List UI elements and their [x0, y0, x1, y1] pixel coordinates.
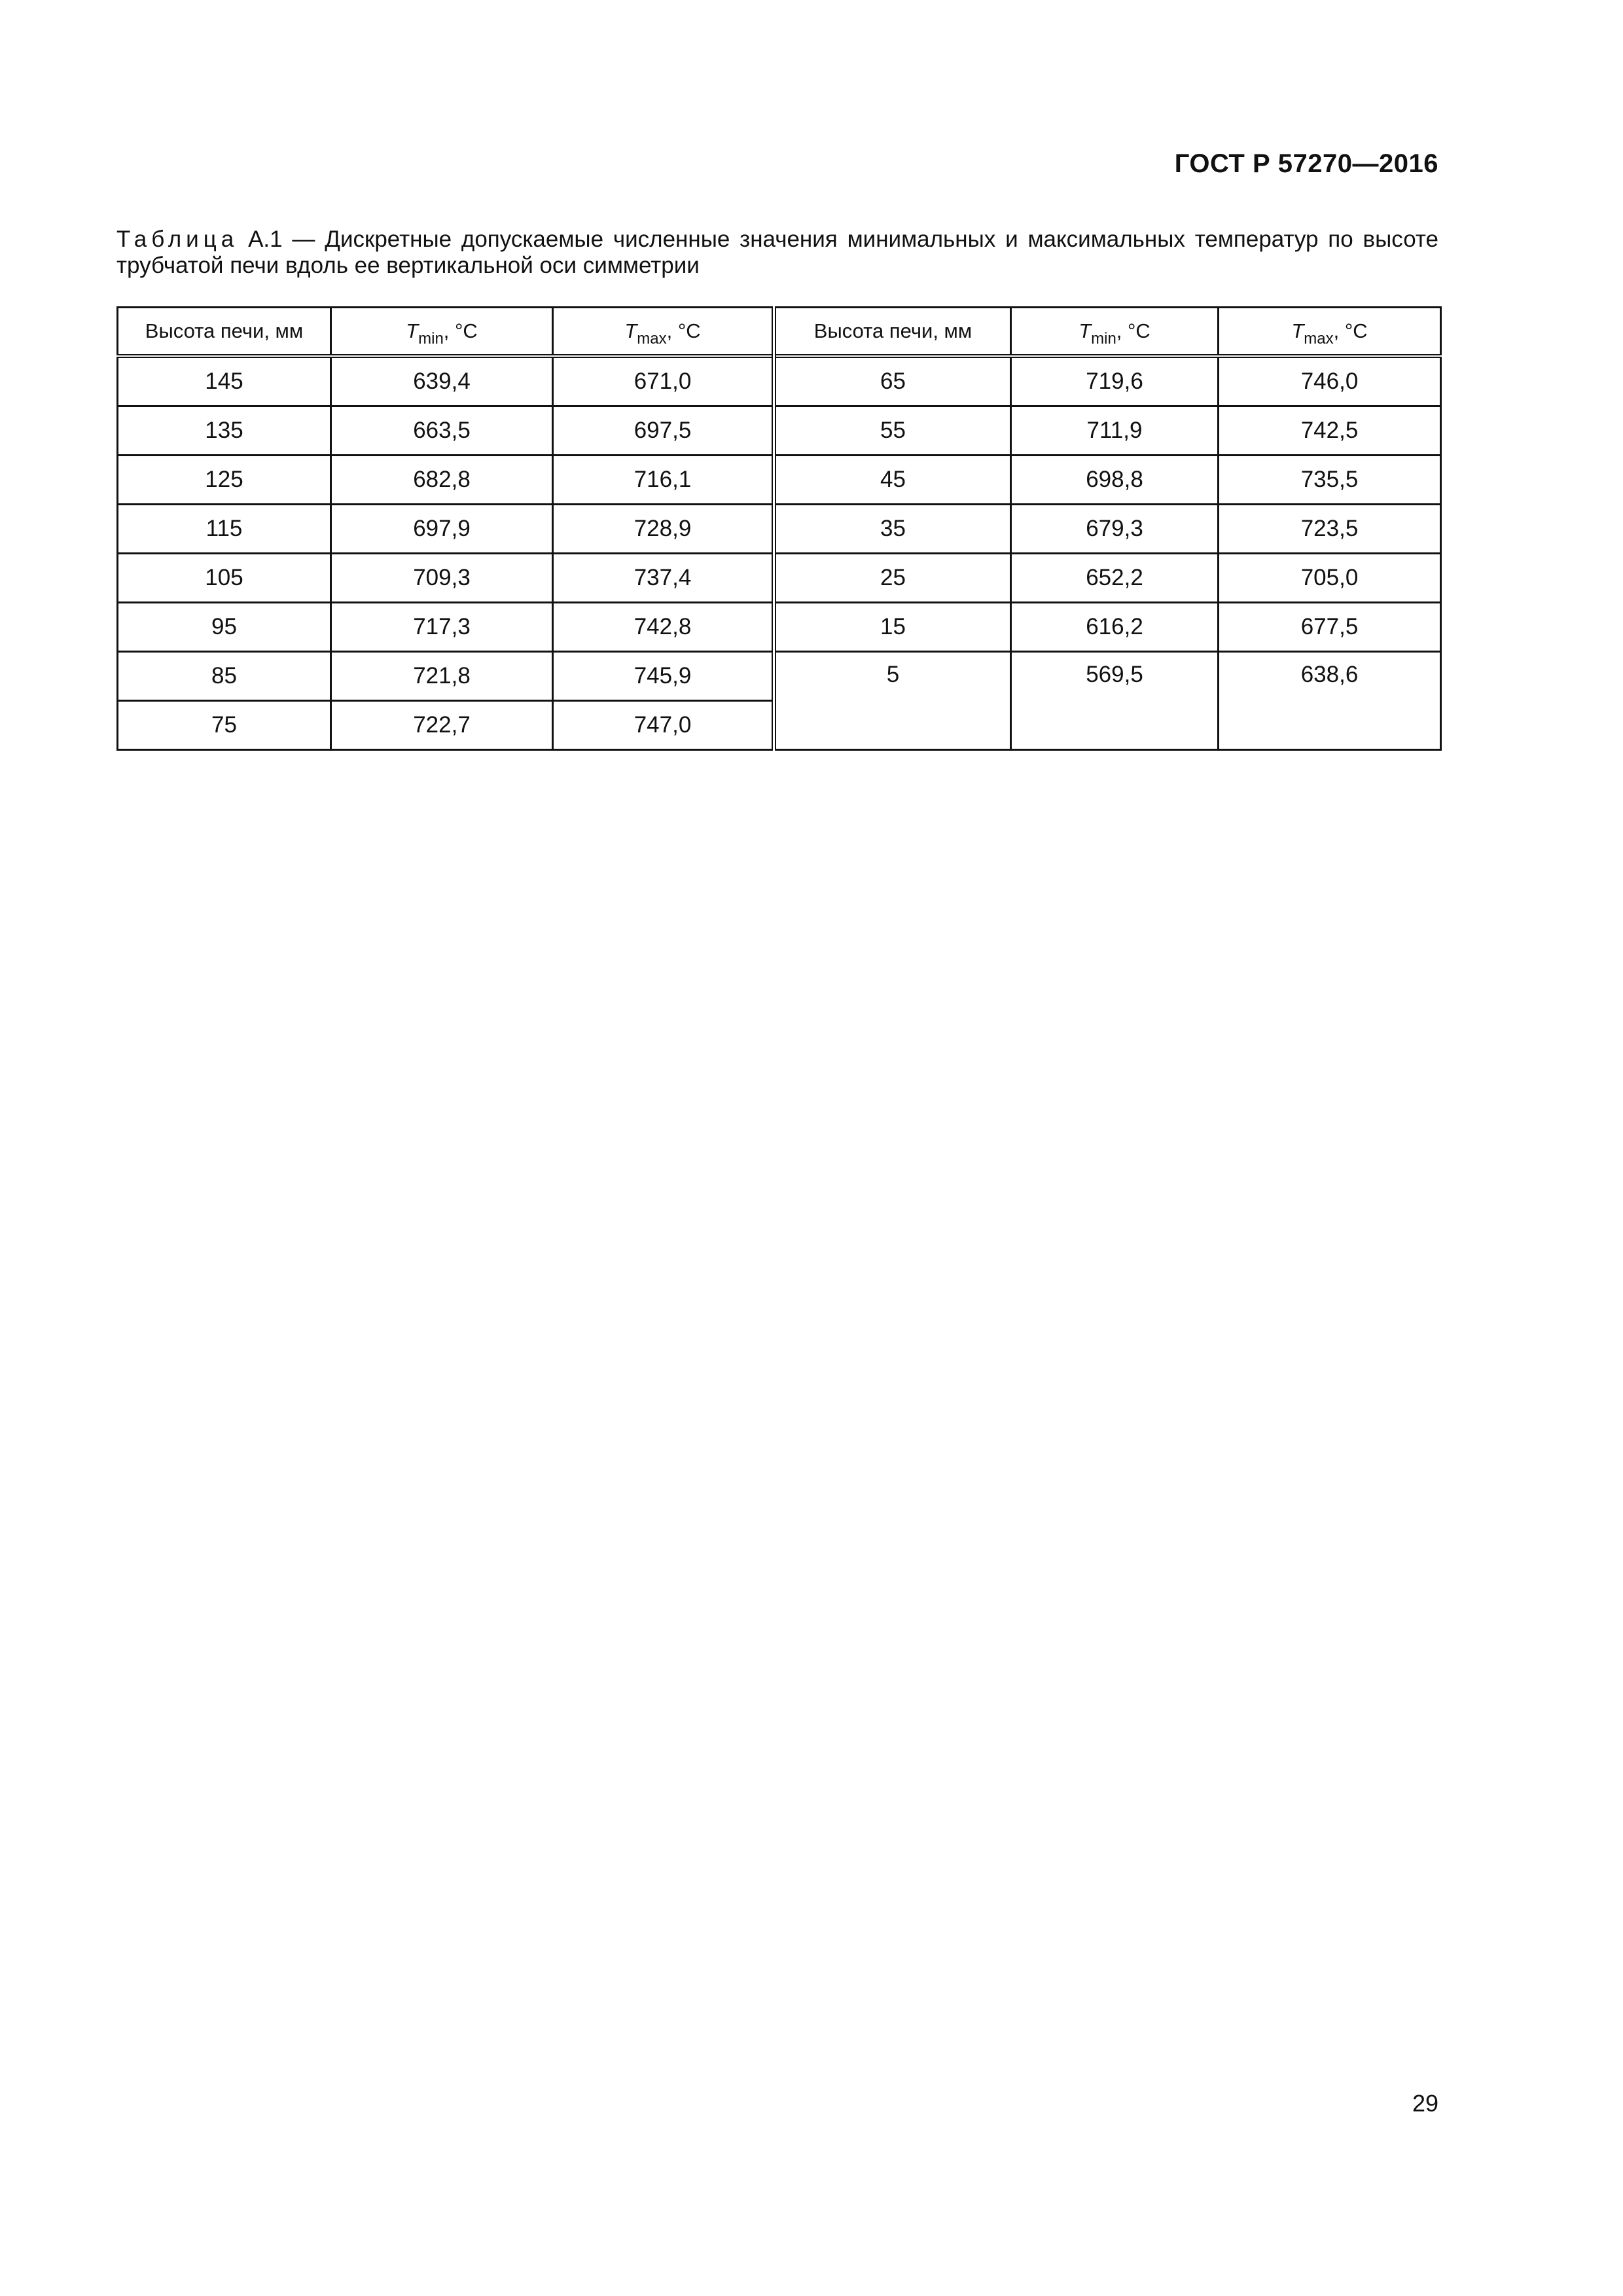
cell-tmin: 717,3 [331, 603, 553, 652]
col-header-tmin-right: $T_{min}$, °C [1011, 308, 1219, 357]
cell-tmax: 742,8 [553, 603, 774, 652]
table-row [118, 456, 1441, 505]
table-row [118, 603, 1441, 652]
cell-tmin: 616,2 [1011, 603, 1219, 652]
cell-tmax: 747,0 [553, 701, 774, 750]
cell-tmax: 735,5 [1219, 456, 1441, 505]
col-header-tmax-right: $T_{max}$, °C [1219, 308, 1441, 357]
col-header-height-right: Высота печи, мм [774, 308, 1011, 357]
cell-height: 75 [118, 701, 331, 750]
cell-tmax: 742,5 [1219, 406, 1441, 456]
cell-tmin: 639,4 [331, 356, 553, 406]
cell-height: 95 [118, 603, 331, 652]
cell-tmin: 663,5 [331, 406, 553, 456]
cell-height: 5 [774, 652, 1011, 750]
cell-tmax: 638,6 [1219, 652, 1441, 750]
cell-tmin: 709,3 [331, 554, 553, 603]
temperature-table [116, 306, 1442, 751]
cell-tmin: 719,6 [1011, 356, 1219, 406]
cell-height: 125 [118, 456, 331, 505]
table-row [118, 554, 1441, 603]
temperature-table-wrapper [116, 306, 1440, 751]
cell-tmax: 723,5 [1219, 505, 1441, 554]
cell-tmin: 679,3 [1011, 505, 1219, 554]
cell-tmin: 682,8 [331, 456, 553, 505]
cell-tmin: 722,7 [331, 701, 553, 750]
cell-height: 15 [774, 603, 1011, 652]
cell-height: 65 [774, 356, 1011, 406]
cell-tmax: 671,0 [553, 356, 774, 406]
table-caption [116, 226, 1438, 279]
document-code: ГОСТ Р 57270—2016 [1174, 149, 1438, 178]
cell-height: 35 [774, 505, 1011, 554]
cell-height: 145 [118, 356, 331, 406]
cell-tmax: 697,5 [553, 406, 774, 456]
col-header-height-left: Высота печи, мм [118, 308, 331, 357]
cell-height: 135 [118, 406, 331, 456]
cell-tmin: 652,2 [1011, 554, 1219, 603]
cell-height: 115 [118, 505, 331, 554]
table-caption-label: Таблица [116, 226, 239, 252]
cell-tmax: 705,0 [1219, 554, 1441, 603]
cell-tmin: 711,9 [1011, 406, 1219, 456]
table-row [118, 652, 1441, 701]
cell-tmax: 746,0 [1219, 356, 1441, 406]
cell-height: 45 [774, 456, 1011, 505]
table-caption-text: А.1 — Дискретные допускаемые численные значения минимальных и максимальных температур по высоте трубчатой печи вдоль ее вертикальной оси симметрии [116, 226, 1438, 278]
table-row [118, 406, 1441, 456]
table-header-row [118, 308, 1441, 357]
col-header-tmin-left: $T_{min}$, °C [331, 308, 553, 357]
col-header-tmax-left: $T_{max}$, °C [553, 308, 774, 357]
cell-tmax: 728,9 [553, 505, 774, 554]
table-row [118, 356, 1441, 406]
page-number: 29 [1412, 2090, 1438, 2117]
cell-tmin: 721,8 [331, 652, 553, 701]
cell-tmax: 677,5 [1219, 603, 1441, 652]
cell-height: 105 [118, 554, 331, 603]
cell-tmin: 569,5 [1011, 652, 1219, 750]
cell-height: 25 [774, 554, 1011, 603]
table-row [118, 505, 1441, 554]
cell-tmax: 716,1 [553, 456, 774, 505]
cell-height: 55 [774, 406, 1011, 456]
cell-tmax: 737,4 [553, 554, 774, 603]
cell-height: 85 [118, 652, 331, 701]
cell-tmin: 697,9 [331, 505, 553, 554]
cell-tmax: 745,9 [553, 652, 774, 701]
cell-tmin: 698,8 [1011, 456, 1219, 505]
